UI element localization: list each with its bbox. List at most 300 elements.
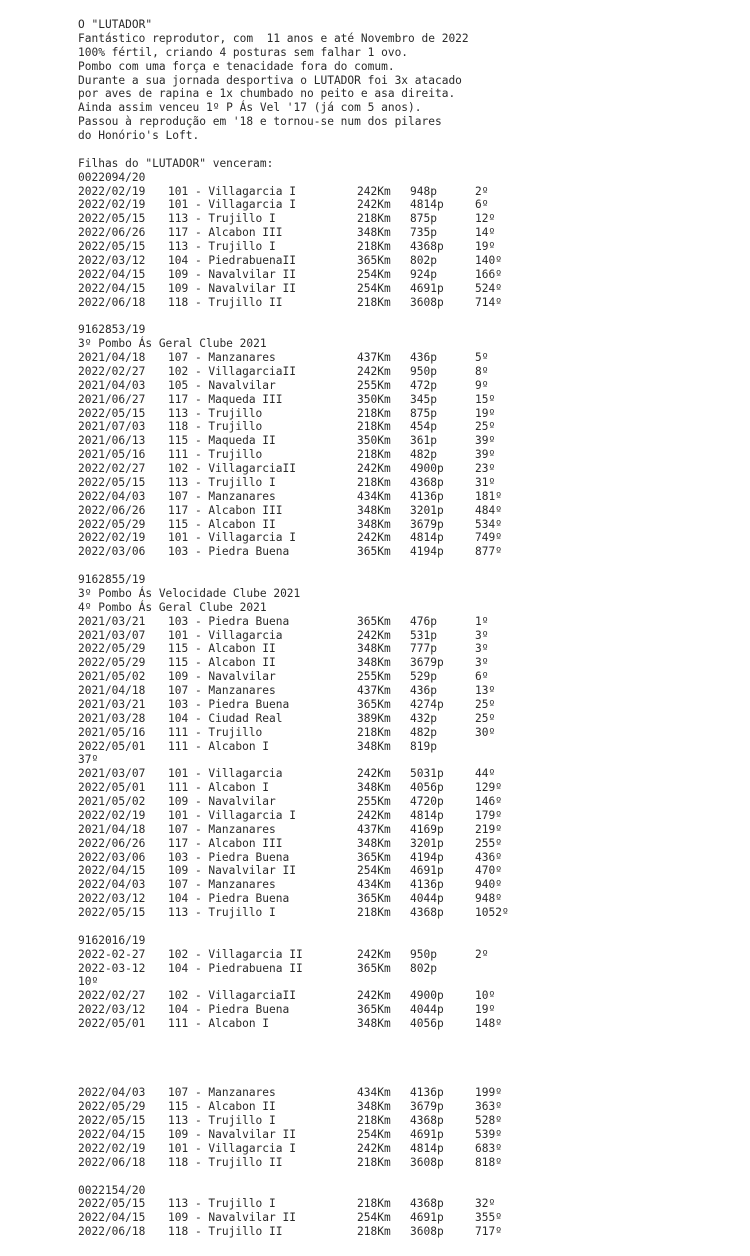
cell-race: 101 - Villagarcia I [168,808,296,822]
cell-distance: 242Km [357,184,391,198]
cell-date: 2021/04/18 [78,684,146,697]
cell-pigeons: 4691p [410,1211,444,1225]
cell-date: 2022/02/19 [78,1141,146,1155]
cell-distance: 218Km [357,475,391,489]
spacer [78,1073,738,1087]
cell-date: 2021/07/03 [78,420,146,434]
result-row [78,420,738,434]
result-row [78,434,738,448]
result-row [78,629,738,643]
cell-pigeons: 924p [410,267,437,281]
cell-position: 14º [475,226,496,240]
cell-pigeons: 3608p [410,1225,444,1239]
cell-date: 2021/03/21 [78,697,146,711]
cell-date: 2021/03/21 [78,614,146,628]
cell-race: 103 - Piedra Buena [168,545,290,559]
result-row [78,1225,738,1239]
cell-distance: 254Km [357,864,391,878]
cell-date: 2022/05/29 [78,1100,146,1114]
cell-distance: 242Km [357,947,391,961]
section-subheading: 4º Pombo Ás Geral Clube 2021 [78,600,267,614]
result-row [78,504,738,518]
cell-position: 179º [475,808,502,822]
cell-pigeons: 4900p [410,989,444,1003]
cell-position: 148º [475,1017,502,1030]
cell-distance: 348Km [357,1100,391,1114]
cell-pigeons: 4056p [410,1017,444,1030]
result-section [78,157,738,324]
cell-pigeons: 4044p [410,1003,444,1017]
cell-pigeons: 3201p [410,503,444,517]
cell-date: 2021/05/16 [78,725,146,739]
cell-date: 2022/03/06 [78,545,146,559]
cell-pigeons: 436p [410,684,437,697]
cell-position: 877º [475,545,502,559]
cell-pigeons: 735p [410,226,437,240]
cell-position: 363º [475,1100,502,1114]
cell-race: 113 - Trujillo I [168,906,276,919]
result-row [78,1211,738,1225]
cell-date: 2022/02/19 [78,531,146,545]
cell-position: 948º [475,892,502,906]
cell-race: 107 - Manzanares [168,878,276,892]
intro-line: Passou à reprodução em '18 e tornou-se num dos pilares [78,115,442,129]
result-row [78,407,738,421]
cell-distance: 218Km [357,1197,391,1211]
cell-race: 117 - Alcabon III [168,503,283,517]
cell-position: 524º [475,281,502,295]
result-row [78,212,738,226]
cell-date: 2022/05/15 [78,406,146,420]
cell-race: 111 - Trujillo [168,448,263,462]
cell-pigeons: 802p [410,961,437,975]
result-row [78,1100,738,1114]
cell-date: 2022/05/29 [78,517,146,531]
cell-distance: 218Km [357,240,391,253]
cell-distance: 254Km [357,281,391,295]
cell-race: 109 - Navalvilar II [168,267,296,281]
cell-date: 2021/04/03 [78,378,146,392]
cell-race: 105 - Navalvilar [168,378,276,392]
cell-race: 113 - Trujillo I [168,1114,276,1128]
cell-pigeons: 4136p [410,1086,444,1100]
intro-line: Fantástico reprodutor, com 11 anos e até Novembro de 2022 [78,31,469,45]
result-row [78,351,738,365]
cell-date: 2022/02/27 [78,989,146,1003]
cell-race: 109 - Navalvilar [168,795,276,808]
cell-position: 25º [475,420,496,434]
cell-race: 113 - Trujillo I [168,1197,276,1211]
cell-distance: 365Km [357,614,391,628]
cell-position: 484º [475,503,502,517]
cell-pigeons: 4274p [410,697,444,711]
cell-date: 2022/03/12 [78,1003,146,1017]
cell-position: 30º [475,725,496,739]
cell-pigeons: 476p [410,614,437,628]
results-sections [78,157,738,1239]
cell-distance: 218Km [357,906,391,919]
cell-distance: 350Km [357,392,391,406]
cell-distance: 389Km [357,711,391,725]
cell-position: 255º [475,836,502,850]
result-row [78,753,738,767]
cell-distance: 255Km [357,670,391,684]
cell-distance: 254Km [357,1211,391,1225]
cell-pigeons: 345p [410,392,437,406]
result-section [78,934,738,1087]
cell-pigeons: 948p [410,184,437,198]
spacer [78,1170,738,1184]
cell-race: 113 - Trujillo I [168,475,276,489]
cell-date: 2022/04/03 [78,878,146,892]
cell-date: 2022/05/01 [78,739,146,753]
cell-race: 107 - Manzanares [168,1086,276,1100]
result-row [78,948,738,962]
cell-position: 140º [475,253,502,267]
result-row [78,393,738,407]
cell-position: 31º [475,475,496,489]
cell-date: 2022-02-27 [78,947,146,961]
result-row [78,490,738,504]
cell-position: 181º [475,489,502,503]
intro-line: do Honório's Loft. [78,129,200,142]
cell-race: 111 - Alcabon I [168,1017,270,1030]
cell-distance: 218Km [357,1114,391,1128]
cell-date: 2022/04/03 [78,1086,146,1100]
cell-pigeons: 950p [410,364,437,378]
result-row [78,615,738,629]
cell-position: 3º [475,656,489,670]
cell-pigeons: 432p [410,711,437,725]
cell-race: 101 - Villagarcia [168,767,283,781]
cell-race: 101 - Villagarcia I [168,198,296,212]
cell-date: 2021/05/16 [78,448,146,462]
result-row [78,365,738,379]
cell-distance: 218Km [357,295,391,309]
cell-race: 103 - Piedra Buena [168,614,290,628]
cell-date: 2022/06/26 [78,226,146,240]
result-row [78,712,738,726]
cell-distance: 348Km [357,642,391,656]
cell-position: 6º [475,198,489,212]
cell-position: 32º [475,1197,496,1211]
cell-distance: 348Km [357,1017,391,1030]
spacer [78,920,738,934]
cell-race: 113 - Trujillo I [168,240,276,253]
cell-distance: 348Km [357,836,391,850]
cell-date: 10º [78,975,99,989]
cell-date: 2022/03/12 [78,253,146,267]
cell-pigeons: 472p [410,378,437,392]
cell-distance: 348Km [357,656,391,670]
cell-date: 2022/04/03 [78,489,146,503]
result-row [78,906,738,920]
cell-race: 102 - VillagarciaII [168,462,296,475]
cell-position: 166º [475,267,502,281]
cell-race: 103 - Piedra Buena [168,697,290,711]
result-row [78,892,738,906]
cell-race: 109 - Navalvilar [168,670,276,684]
result-row [78,698,738,712]
cell-pigeons: 4368p [410,475,444,489]
cell-position: 10º [475,989,496,1003]
cell-date: 2022/03/06 [78,850,146,864]
cell-position: 470º [475,864,502,878]
section-heading: Filhas do "LUTADOR" venceram: [78,156,274,170]
cell-race: 118 - Trujillo [168,420,263,434]
result-row [78,851,738,865]
cell-date: 2021/04/18 [78,822,146,836]
cell-distance: 242Km [357,364,391,378]
result-row [78,1086,738,1100]
cell-pigeons: 4044p [410,892,444,906]
cell-date: 2022/06/18 [78,1155,146,1169]
result-row [78,185,738,199]
cell-distance: 348Km [357,226,391,240]
cell-position: 528º [475,1114,502,1128]
cell-race: 115 - Maqueda II [168,434,276,448]
cell-position: 2º [475,947,489,961]
cell-date: 2022/05/15 [78,1114,146,1128]
cell-position: 3º [475,628,489,642]
cell-position: 5º [475,351,489,364]
result-row [78,1003,738,1017]
cell-position: 23º [475,462,496,475]
cell-position: 714º [475,295,502,309]
cell-date: 2022/05/15 [78,475,146,489]
cell-pigeons: 4691p [410,1128,444,1141]
result-row [78,518,738,532]
cell-position: 436º [475,850,502,864]
cell-race: 104 - Piedra Buena [168,892,290,906]
result-row [78,795,738,809]
cell-date: 2022/04/15 [78,281,146,295]
cell-position: 25º [475,697,496,711]
cell-pigeons: 436p [410,351,437,364]
cell-pigeons: 529p [410,670,437,684]
cell-race: 109 - Navalvilar II [168,281,296,295]
cell-race: 118 - Trujillo II [168,295,283,309]
cell-distance: 348Km [357,517,391,531]
cell-date: 2022/06/18 [78,295,146,309]
cell-position: 19º [475,1003,496,1017]
cell-pigeons: 4136p [410,878,444,892]
cell-race: 111 - Trujillo [168,725,263,739]
cell-distance: 218Km [357,1225,391,1239]
cell-pigeons: 482p [410,448,437,462]
result-row [78,268,738,282]
cell-distance: 254Km [357,1128,391,1141]
cell-distance: 218Km [357,1155,391,1169]
cell-position: 15º [475,392,496,406]
cell-distance: 365Km [357,850,391,864]
result-row [78,837,738,851]
cell-race: 104 - PiedrabuenaII [168,253,296,267]
cell-race: 113 - Trujillo I [168,212,276,226]
cell-position: 9º [475,378,489,392]
result-row [78,809,738,823]
cell-pigeons: 3608p [410,295,444,309]
cell-pigeons: 5031p [410,767,444,781]
result-row [78,740,738,754]
cell-distance: 365Km [357,545,391,559]
cell-race: 104 - Piedrabuena II [168,961,303,975]
cell-date: 2022/06/26 [78,836,146,850]
cell-distance: 242Km [357,198,391,212]
cell-position: 12º [475,212,496,226]
cell-position: 39º [475,434,496,448]
cell-position: 749º [475,531,502,545]
result-row [78,254,738,268]
cell-position: 2º [475,184,489,198]
result-section [78,1086,738,1183]
cell-distance: 437Km [357,822,391,836]
cell-pigeons: 4691p [410,864,444,878]
result-row [78,975,738,989]
cell-position: 13º [475,684,496,697]
result-row [78,226,738,240]
result-row [78,656,738,670]
cell-position: 8º [475,364,489,378]
result-row [78,1197,738,1211]
result-row [78,198,738,212]
cell-distance: 437Km [357,351,391,364]
cell-pigeons: 3608p [410,1155,444,1169]
cell-race: 102 - VillagarciaII [168,364,296,378]
cell-date: 2021/05/02 [78,795,146,808]
cell-pigeons: 3679p [410,1100,444,1114]
cell-date: 2021/06/27 [78,392,146,406]
result-row [78,684,738,698]
cell-race: 101 - Villagarcia [168,628,283,642]
cell-pigeons: 4814p [410,1141,444,1155]
cell-distance: 218Km [357,420,391,434]
cell-race: 102 - VillagarciaII [168,989,296,1003]
spacer [78,1059,738,1073]
cell-race: 115 - Alcabon II [168,656,276,670]
cell-pigeons: 4194p [410,850,444,864]
cell-distance: 242Km [357,531,391,545]
cell-pigeons: 4169p [410,822,444,836]
cell-distance: 242Km [357,989,391,1003]
cell-distance: 218Km [357,725,391,739]
cell-race: 104 - Ciudad Real [168,711,283,725]
cell-date: 2022/02/27 [78,462,146,475]
cell-date: 2021/03/07 [78,628,146,642]
section-subheading: 3º Pombo Ás Velocidade Clube 2021 [78,586,301,600]
cell-distance: 350Km [357,434,391,448]
cell-race: 111 - Alcabon I [168,739,270,753]
cell-race: 107 - Manzanares [168,684,276,697]
cell-date: 2022/05/15 [78,240,146,253]
cell-position: 717º [475,1225,502,1239]
section-heading: 0022154/20 [78,1183,146,1197]
spacer [78,143,738,157]
intro-line: Pombo com uma força e tenacidade fora do comum. [78,59,395,73]
cell-race: 109 - Navalvilar II [168,1128,296,1141]
cell-date: 2022/05/01 [78,1017,146,1030]
result-row [78,642,738,656]
cell-pigeons: 802p [410,253,437,267]
cell-date: 2022/06/18 [78,1225,146,1239]
cell-position: 1º [475,614,489,628]
cell-pigeons: 4368p [410,1114,444,1128]
cell-pigeons: 4900p [410,462,444,475]
cell-pigeons: 361p [410,434,437,448]
cell-race: 117 - Alcabon III [168,836,283,850]
cell-date: 2022/02/19 [78,184,146,198]
cell-race: 109 - Navalvilar II [168,1211,296,1225]
cell-position: 1052º [475,906,509,919]
cell-position: 19º [475,240,496,253]
cell-position: 44º [475,767,496,781]
cell-pigeons: 4814p [410,198,444,212]
cell-distance: 348Km [357,739,391,753]
result-section [78,1184,738,1240]
result-row [78,240,738,254]
cell-date: 2022/04/15 [78,1128,146,1141]
cell-pigeons: 4368p [410,906,444,919]
cell-date: 2022/02/19 [78,198,146,212]
cell-date: 2022/04/15 [78,267,146,281]
cell-distance: 242Km [357,1141,391,1155]
cell-date: 2021/03/28 [78,711,146,725]
spacer [78,309,738,323]
result-row [78,864,738,878]
cell-distance: 348Km [357,781,391,795]
cell-race: 117 - Alcabon III [168,226,283,240]
section-heading: 9162855/19 [78,573,146,586]
result-row [78,531,738,545]
cell-date: 2022/05/29 [78,656,146,670]
result-row [78,823,738,837]
cell-date: 2022/03/12 [78,892,146,906]
cell-race: 115 - Alcabon II [168,642,276,656]
result-row [78,781,738,795]
result-row [78,767,738,781]
cell-pigeons: 482p [410,725,437,739]
cell-distance: 434Km [357,1086,391,1100]
cell-distance: 218Km [357,406,391,420]
cell-pigeons: 531p [410,628,437,642]
cell-position: 219º [475,822,502,836]
cell-pigeons: 875p [410,212,437,226]
result-row [78,1017,738,1031]
cell-race: 103 - Piedra Buena [168,850,290,864]
cell-position: 129º [475,781,502,795]
cell-pigeons: 4194p [410,545,444,559]
cell-date: 2022/04/15 [78,1211,146,1225]
result-row [78,379,738,393]
cell-distance: 365Km [357,697,391,711]
cell-race: 113 - Trujillo [168,406,263,420]
spacer [78,559,738,573]
document-body [78,18,738,1239]
cell-distance: 242Km [357,808,391,822]
cell-date: 2022/04/15 [78,864,146,878]
result-row [78,282,738,296]
cell-race: 117 - Maqueda III [168,392,283,406]
cell-race: 102 - Villagarcia II [168,947,303,961]
cell-position: 19º [475,406,496,420]
result-row [78,448,738,462]
cell-distance: 365Km [357,961,391,975]
cell-date: 2022-03-12 [78,961,146,975]
cell-pigeons: 819p [410,739,437,753]
cell-race: 104 - Piedra Buena [168,1003,290,1017]
cell-distance: 365Km [357,892,391,906]
cell-distance: 242Km [357,628,391,642]
